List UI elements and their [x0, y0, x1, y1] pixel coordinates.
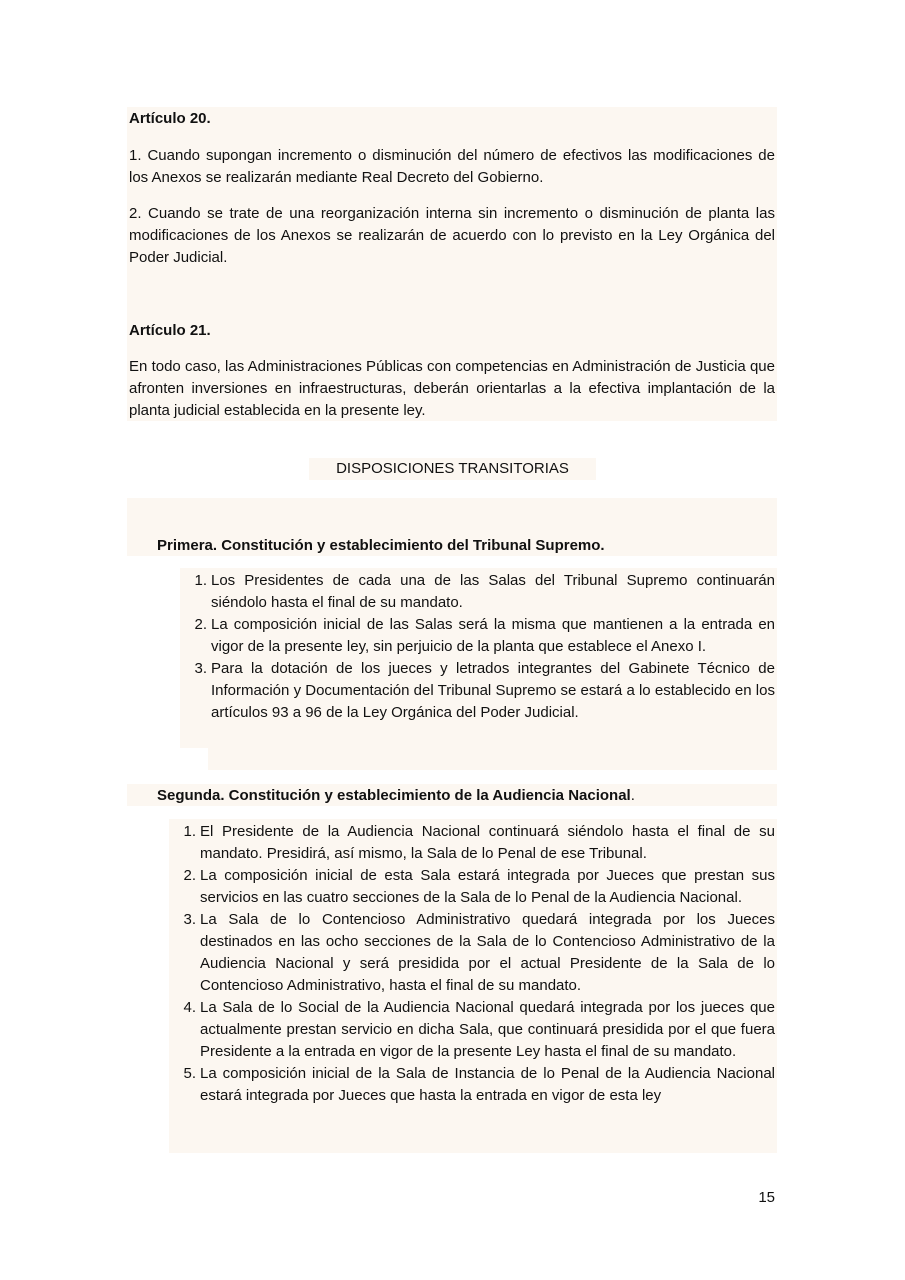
article-21-paragraph: En todo caso, las Administraciones Públicas con competencias en Administración de Justicia que afronten inversiones en infraestructuras, deberán orientarlas a la efectiva implantación de la planta judicial establecida en la presente ley.	[129, 358, 775, 419]
list-item-text: El Presidente de la Audiencia Nacional continuará siéndolo hasta el final de su mandato. Presidirá, así mismo, la Sala de lo Penal de ese Tribunal.	[200, 823, 775, 862]
article-20-paragraph-1: 1. Cuando supongan incremento o disminución del número de efectivos las modificaciones de los Anexos se realizarán mediante Real Decreto del Gobierno.	[129, 147, 775, 186]
list-item-number: 1.	[194, 572, 207, 589]
article-20-heading: Artículo 20.	[129, 110, 211, 127]
list-item-text: La Sala de lo Social de la Audiencia Nacional quedará integrada por los jueces que actualmente prestan servicio en dicha Sala, que continuará presidida por el que fuera Presidente a la entrada en vigor de la presente Ley hasta el final de su mandato.	[200, 999, 775, 1060]
segunda-heading-period: .	[630, 787, 635, 804]
list-item-text: La Sala de lo Contencioso Administrativo quedará integrada por los Jueces destinados en las ocho secciones de la Sala de lo Contencioso Administrativo de la Audiencia Nacional y será presidida por el actual Presidente de la Sala de lo Contencioso Administrativo, hasta el final de su mandato.	[200, 911, 775, 994]
list-item	[194, 614, 775, 658]
segunda-list	[183, 821, 775, 1107]
list-item-number: 5.	[183, 1065, 196, 1082]
list-item	[183, 997, 775, 1063]
list-item-text: Los Presidentes de cada una de las Salas del Tribunal Supremo continuarán siéndolo hasta el final de su mandato.	[211, 572, 775, 611]
list-item	[194, 570, 775, 614]
article-21-heading: Artículo 21.	[129, 322, 211, 339]
list-item-text: La composición inicial de esta Sala estará integrada por Jueces que prestan sus servicios en las cuatro secciones de la Sala de lo Penal de la Audiencia Nacional.	[200, 867, 775, 906]
list-item-number: 2.	[194, 616, 207, 633]
list-item	[183, 865, 775, 909]
list-item-text: La composición inicial de la Sala de Instancia de lo Penal de la Audiencia Nacional estará integrada por Jueces que hasta la entrada en vigor de esta ley	[200, 1065, 775, 1104]
article-20-paragraph-2: 2. Cuando se trate de una reorganización interna sin incremento o disminución de planta las modificaciones de los Anexos se realizarán de acuerdo con lo previsto en la Ley Orgánica del Poder Judicial.	[129, 205, 775, 266]
list-item-number: 3.	[194, 660, 207, 677]
primera-list	[194, 570, 775, 724]
shade-primera-tail	[208, 748, 777, 770]
list-item	[183, 821, 775, 865]
transitional-provisions-title: DISPOSICIONES TRANSITORIAS	[309, 458, 596, 480]
list-item	[183, 909, 775, 997]
list-item	[194, 658, 775, 724]
list-item-number: 1.	[183, 823, 196, 840]
list-item-number: 2.	[183, 867, 196, 884]
list-item-text: Para la dotación de los jueces y letrados integrantes del Gabinete Técnico de Información y Documentación del Tribunal Supremo se estará a lo establecido en los artículos 93 a 96 de la Ley Orgánica del Poder Judicial.	[211, 660, 775, 721]
segunda-heading: Segunda. Constitución y establecimiento de la Audiencia Nacional	[157, 787, 631, 804]
list-item	[183, 1063, 775, 1107]
list-item-text: La composición inicial de las Salas será la misma que mantienen a la entrada en vigor de la presente ley, sin perjuicio de la planta que establece el Anexo I.	[211, 616, 775, 655]
list-item-number: 3.	[183, 911, 196, 928]
page-number: 15	[758, 1189, 775, 1206]
segunda-heading-line	[157, 785, 777, 807]
primera-heading: Primera. Constitución y establecimiento del Tribunal Supremo.	[157, 537, 605, 554]
list-item-number: 4.	[183, 999, 196, 1016]
